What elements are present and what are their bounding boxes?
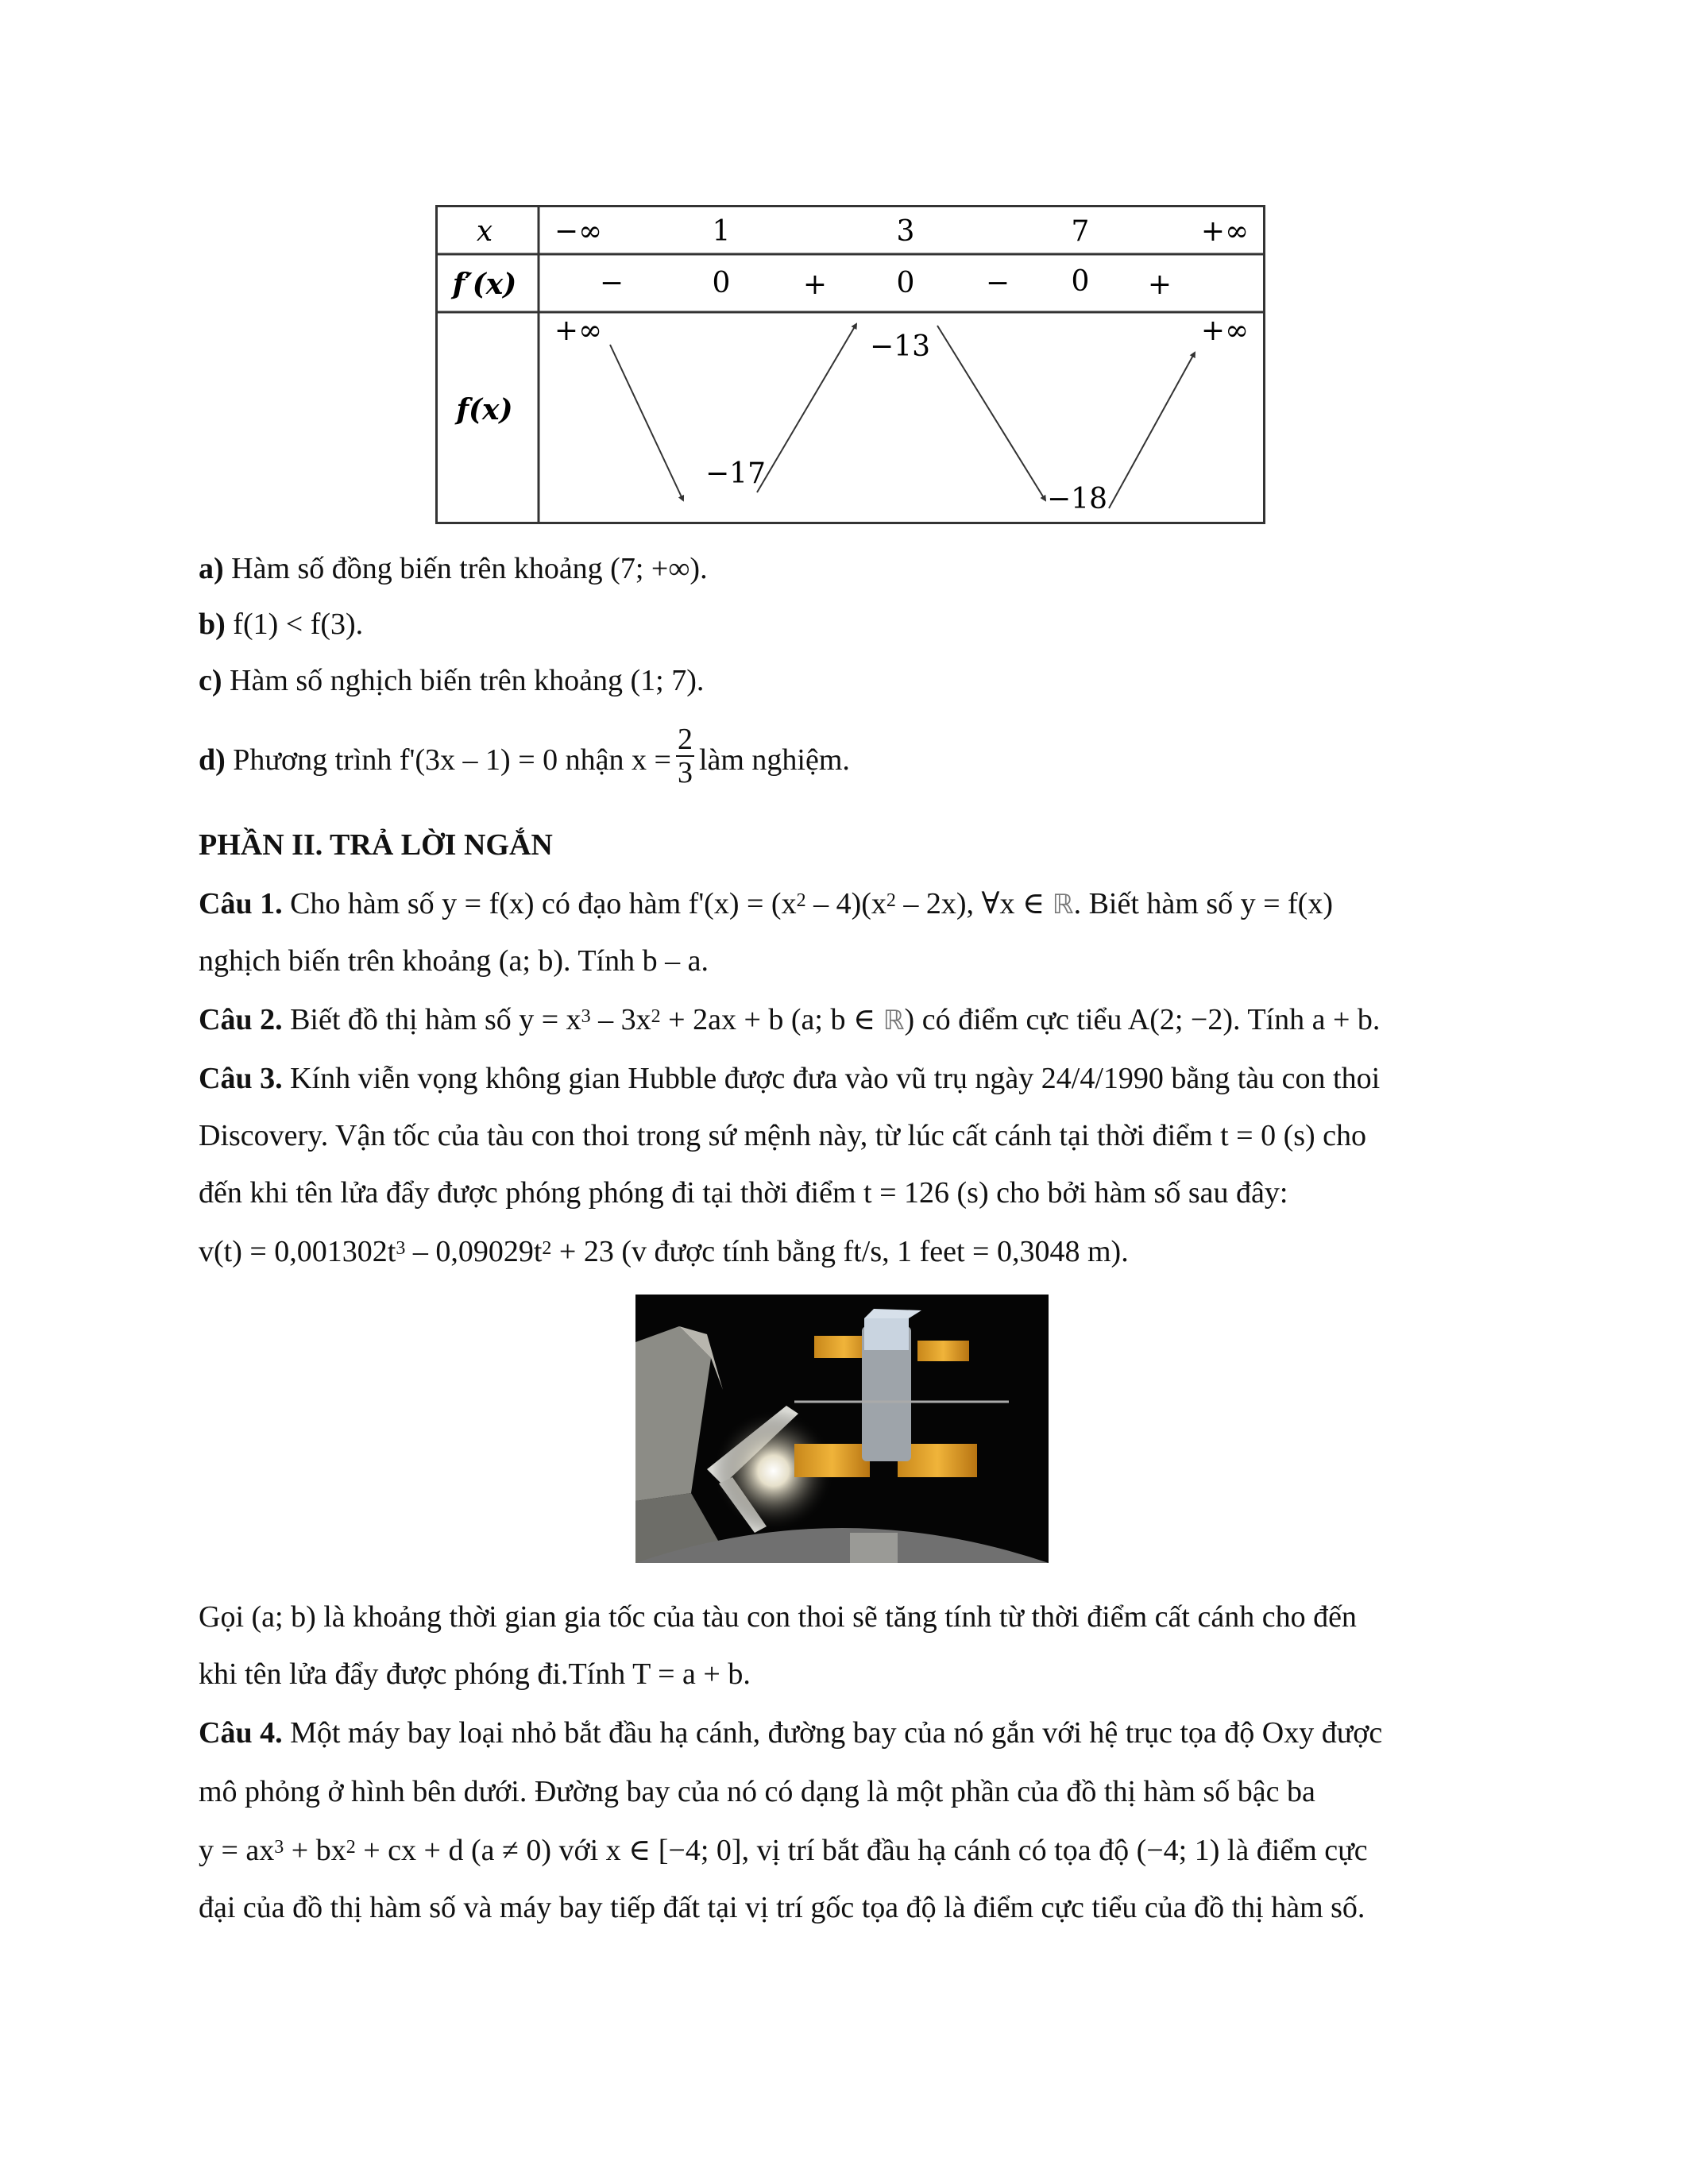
question-3-line-3: đến khi tên lửa đẩy được phóng phóng đi tại thời điểm t = 126 (s) cho bởi hàm số sau đây:: [199, 1176, 1288, 1210]
x-value: −∞: [554, 215, 603, 248]
fprime-sign: 0: [712, 267, 731, 299]
question-3-after-line-1: Gọi (a; b) là khoảng thời gian gia tốc của tàu con thoi sẽ tăng tính từ thời điểm cất cánh cho đến: [199, 1600, 1357, 1634]
fprime-sign: −: [599, 267, 624, 299]
x-value: 1: [712, 215, 731, 248]
question-4-line-4: đại của đồ thị hàm số và máy bay tiếp đất tại vị trí gốc tọa độ là điểm cực tiểu của đồ thị hàm số.: [199, 1891, 1365, 1924]
row-label-fprime: f′(x): [452, 268, 517, 301]
fprime-sign: 0: [1071, 265, 1090, 298]
row-label-x: x: [476, 215, 493, 248]
option-text: Phương trình f'(3x – 1) = 0 nhận x =: [233, 743, 671, 777]
text: + 2ax + b (a; b ∈: [660, 1003, 883, 1036]
option-text: f(1) < f(3).: [233, 608, 364, 641]
text: – 3x: [590, 1003, 651, 1036]
decreasing-arrow: [610, 345, 683, 500]
real-numbers-symbol: ℝ: [1052, 889, 1074, 920]
increasing-arrow: [1109, 353, 1195, 508]
f-value-min2: −18: [1047, 483, 1107, 515]
f-value-max: −13: [870, 330, 930, 363]
question-4-line-2: mô phỏng ở hình bên dưới. Đường bay của nó có dạng là một phần của đồ thị hàm số bậc ba: [199, 1775, 1315, 1808]
text: + bx: [284, 1834, 346, 1867]
hubble-photo: [635, 1295, 1049, 1563]
text: Cho hàm số y = f(x) có đạo hàm f'(x) = (x: [290, 887, 797, 920]
text: + cx + d (a ≠ 0) với x ∈ [−4; 0], vị trí bắt đầu hạ cánh có tọa độ (−4; 1) là điểm cực: [355, 1834, 1368, 1867]
superscript: 2: [886, 890, 896, 911]
fprime-sign: −: [985, 267, 1010, 299]
option-b: [199, 605, 363, 643]
option-label: b): [199, 608, 226, 641]
option-label: c): [199, 664, 222, 697]
x-value: +∞: [1200, 215, 1250, 248]
real-numbers-symbol: ℝ: [883, 1005, 905, 1036]
f-value-left: +∞: [554, 314, 603, 347]
question-label: Câu 4.: [199, 1716, 283, 1750]
fraction-denominator: 3: [677, 756, 693, 790]
f-value-min1: −17: [705, 457, 766, 490]
option-c: [199, 662, 704, 700]
increasing-arrow: [757, 324, 856, 492]
superscript: 2: [796, 890, 806, 911]
text: ) có điểm cực tiểu A(2; −2). Tính a + b.: [904, 1003, 1381, 1036]
question-label: Câu 3.: [199, 1062, 283, 1095]
question-3-after-line-2: khi tên lửa đẩy được phóng đi.Tính T = a + b.: [199, 1657, 751, 1691]
option-text: Hàm số đồng biến trên khoảng (7; +∞).: [231, 552, 708, 585]
text: Biết đồ thị hàm số y = x: [290, 1003, 581, 1036]
question-1-line-2: nghịch biến trên khoảng (a; b). Tính b – a.: [199, 944, 709, 978]
text: – 4)(x: [805, 887, 886, 920]
text: Một máy bay loại nhỏ bắt đầu hạ cánh, đường bay của nó gắn với hệ trục tọa độ Oxy được: [290, 1716, 1383, 1750]
question-3-line-1: [199, 1059, 1380, 1098]
option-text-after: làm nghiệm.: [698, 743, 850, 777]
option-a: [199, 550, 708, 588]
question-1-line-1: [199, 885, 1333, 924]
text: v(t) = 0,001302t: [199, 1235, 396, 1268]
fprime-sign: +: [802, 268, 828, 301]
option-d: [199, 724, 850, 801]
question-label: Câu 2.: [199, 1003, 283, 1036]
fprime-sign: +: [1147, 268, 1172, 301]
question-3-line-2: Discovery. Vận tốc của tàu con thoi trong sứ mệnh này, từ lúc cất cánh tại thời điểm t = 0 (s) cho: [199, 1119, 1367, 1152]
fprime-sign: 0: [896, 267, 915, 299]
text: – 0,09029t: [405, 1235, 543, 1268]
text: – 2x), ∀x ∈: [895, 887, 1053, 920]
superscript: 2: [346, 1837, 356, 1858]
question-3-line-4: [199, 1233, 1129, 1271]
variation-table: [435, 205, 1265, 524]
superscript: 2: [542, 1238, 552, 1259]
decreasing-arrow: [937, 326, 1045, 500]
question-2: [199, 1001, 1380, 1040]
superscript: 2: [651, 1006, 661, 1027]
superscript: 3: [274, 1837, 284, 1858]
f-value-right: +∞: [1200, 314, 1250, 347]
x-value: 7: [1071, 215, 1090, 248]
section-title: PHẦN II. TRẢ LỜI NGẮN: [199, 828, 553, 862]
question-4-line-3: [199, 1831, 1368, 1870]
x-value: 3: [896, 215, 915, 248]
text: + 23 (v được tính bằng ft/s, 1 feet = 0,3048 m).: [551, 1235, 1129, 1268]
row-label-f: f(x): [456, 393, 513, 426]
fraction-numerator: 2: [677, 723, 693, 757]
text: Kính viễn vọng không gian Hubble được đưa vào vũ trụ ngày 24/4/1990 bằng tàu con thoi: [290, 1062, 1381, 1095]
fraction: [676, 723, 694, 789]
option-label: a): [199, 552, 224, 585]
text: . Biết hàm số y = f(x): [1073, 887, 1333, 920]
question-label: Câu 1.: [199, 887, 283, 920]
text: y = ax: [199, 1834, 275, 1867]
option-label: d): [199, 743, 226, 777]
superscript: 3: [581, 1006, 591, 1027]
question-4-line-1: [199, 1714, 1382, 1752]
option-text: Hàm số nghịch biến trên khoảng (1; 7).: [230, 664, 705, 697]
superscript: 3: [396, 1238, 406, 1259]
